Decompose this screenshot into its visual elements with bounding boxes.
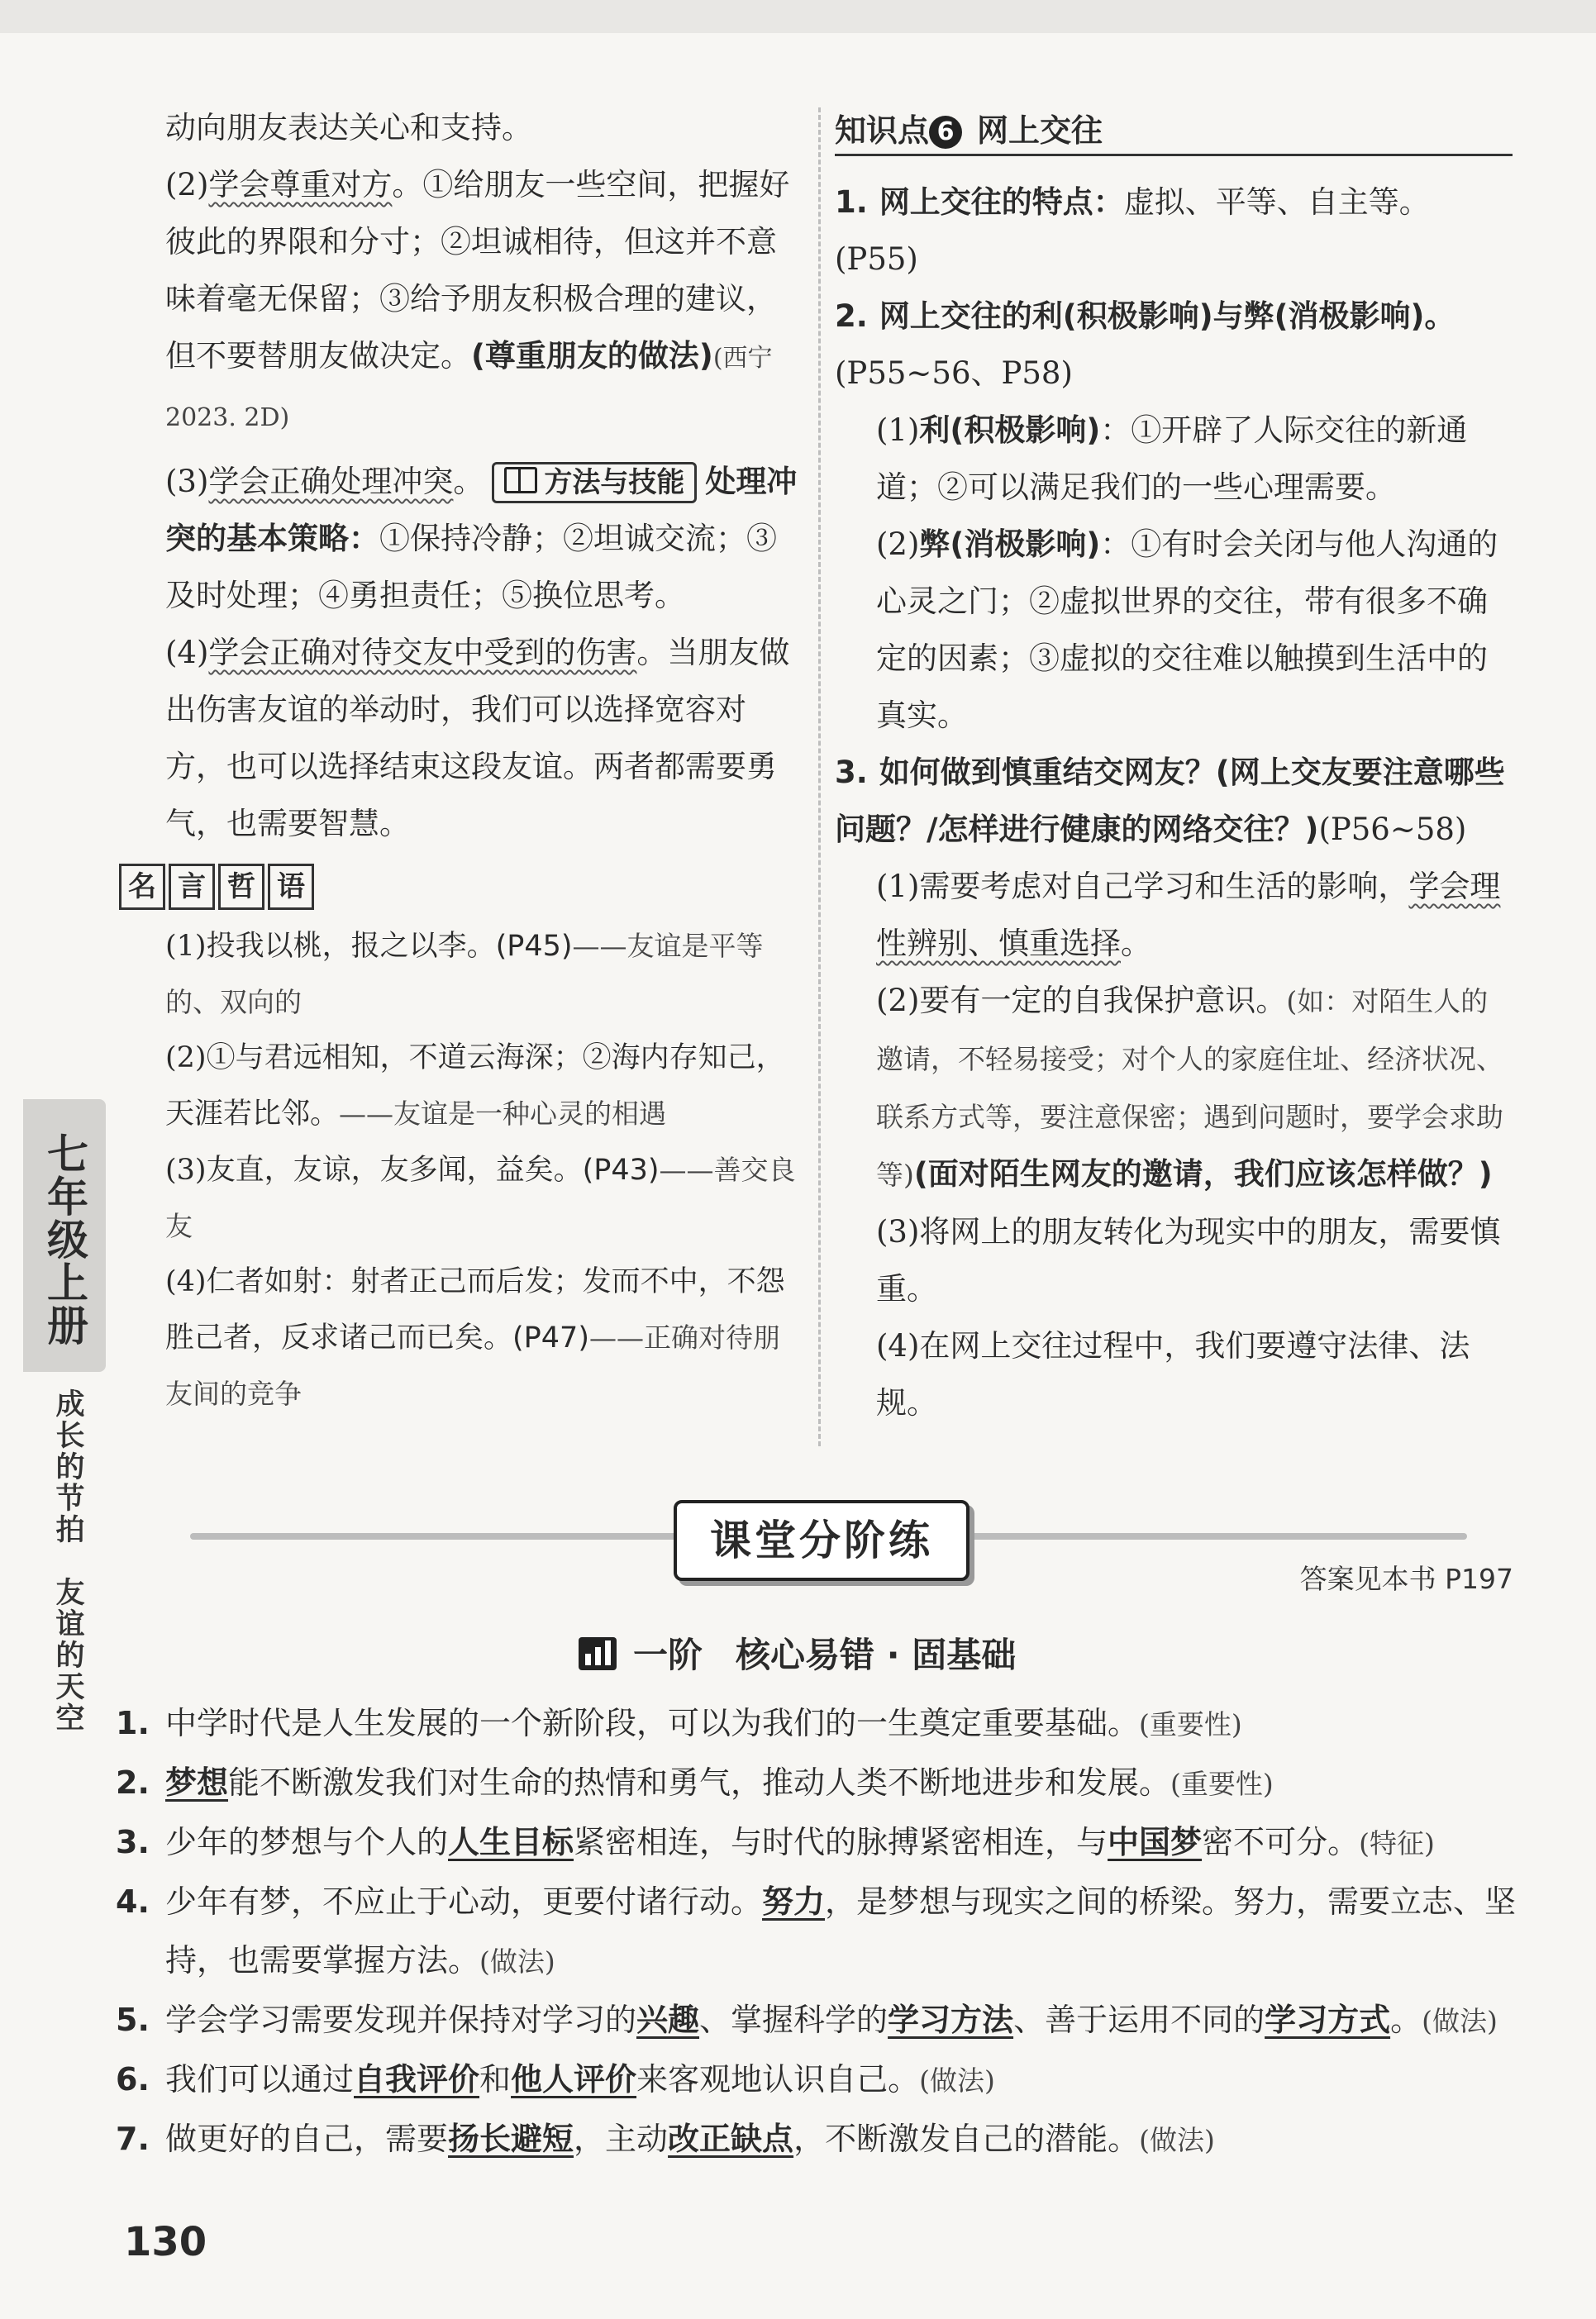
p3-heading: 学会正确处理冲突: [208, 464, 454, 499]
item-text: 少年的梦想与个人的: [165, 1824, 449, 1860]
quotes-char-4: 语: [268, 864, 314, 910]
item-key: 兴趣: [636, 2002, 700, 2038]
item-num: 5.: [116, 2002, 150, 2038]
kp-item-3-4: (4)在网上交往过程中，我们要遵守法律、法规。: [876, 1328, 1470, 1421]
left-para-4: [165, 624, 806, 852]
item-key: 努力: [762, 1883, 826, 1920]
kp-item-3-num: 3.: [835, 755, 868, 790]
unit-label-wrap: [51, 1388, 101, 1734]
p2-num: (2): [165, 167, 209, 202]
method-badge: [492, 462, 697, 503]
quote-3-page: (P43): [582, 1154, 660, 1187]
top-band: [0, 0, 1596, 33]
p2-question: (尊重朋友的做法): [471, 338, 713, 374]
kp-item-2-num: 2.: [835, 298, 868, 334]
item-num: 6.: [116, 2061, 150, 2098]
tier-label: 一阶: [633, 1635, 703, 1675]
quotes-header: [119, 864, 806, 910]
item-text: 做更好的自己，需要: [165, 2121, 449, 2157]
item-text: 中学时代是人生发展的一个新阶段，可以为我们的一生奠定重要基础。: [165, 1705, 1140, 1741]
unit-label: 成长的节拍 友谊的天空: [51, 1388, 84, 1734]
quote-2-note: ——友谊是一种心灵的相遇: [339, 1098, 667, 1130]
kp-3-2-body: (2)要有一定的自我保护意识。: [876, 983, 1287, 1018]
grade-tab: [23, 1099, 106, 1372]
kp-item-2-2: [835, 516, 1513, 744]
item-tag: (做法): [1139, 2124, 1215, 2156]
kp-3-1-body: (1)需要考虑对自己学习和生活的影响，: [876, 869, 1409, 904]
item-text: 和: [479, 2061, 512, 2098]
kp-2-1-body: ：①开辟了人际交往的新通道；②可以满足我们的一些心理需要。: [876, 412, 1468, 505]
item-text: 。: [1390, 2002, 1422, 2038]
kp-2-2-label: 弊(消极影响): [919, 526, 1101, 562]
kp-2-2-num: (2): [876, 526, 920, 562]
left-line-1: 动向朋友表达关心和支持。: [165, 110, 532, 145]
kp-item-1-body: 虚拟、平等、自主等。(P55): [835, 184, 1430, 277]
p3-num: (3): [165, 464, 209, 499]
item-text: ，是梦想与现实之间的桥梁。努力，需要立志、坚持，也需要掌握方法。: [165, 1883, 1517, 1979]
p2-body: 。①给朋友一些空间，把握好彼此的界限和分寸；②坦诚相待，但这并不意味着毫无保留；③给予朋友积极合理的建议，但不要替朋友做决定。: [165, 167, 790, 374]
quote-4-text: (4)仁者如射：射者正己而后发；发而不中，不怨胜己者，反求诸己而已矣。: [165, 1265, 785, 1355]
kp-item-3-pages: (P56~58): [1318, 812, 1467, 847]
tier-title: 核心易错 · 固基础: [736, 1635, 1017, 1675]
item-text: 密不可分。: [1202, 1824, 1360, 1860]
list-item: [116, 1991, 1521, 2050]
p2-source: (西宁 2023. 2D): [165, 344, 773, 432]
kp-item-3-2: [835, 972, 1513, 1203]
item-tag: (做法): [1422, 2005, 1498, 2037]
item-text: 、掌握科学的: [699, 2002, 889, 2038]
tier-heading: [579, 1632, 1016, 1679]
kp-3-2-question: (面对陌生网友的邀请，我们应该怎样做？): [913, 1156, 1493, 1192]
item-text: 紧密相连，与时代的脉搏紧密相连，与: [574, 1824, 1108, 1860]
quote-1: [165, 918, 806, 1031]
item-num: 2.: [116, 1764, 150, 1801]
kp-2-1-label: 利(积极影响): [919, 412, 1101, 448]
column-divider: [818, 107, 821, 1446]
item-text: 少年有梦，不应止于心动，更要付诸行动。: [165, 1883, 763, 1920]
quote-4-note: ——正确对待朋友间的竞争: [165, 1321, 780, 1410]
left-para-2: [165, 156, 806, 446]
practice-list: [116, 1694, 1521, 2169]
bar-chart-icon: [579, 1637, 617, 1670]
page-number: 130: [124, 2219, 207, 2265]
list-item: [116, 2050, 1521, 2110]
p3-body: ①保持冷静；②坦诚交流；③及时处理；④勇担责任；⑤换位思考。: [165, 521, 777, 613]
kp-label: 知识点: [835, 112, 930, 149]
item-key: 扬长避短: [448, 2121, 574, 2157]
kp-item-2-pages: (P55~56、P58): [835, 355, 1073, 391]
kp-2-2-body: ：①有时会关闭与他人沟通的心灵之门；②虚拟世界的交往，带有很多不确定的因素；③虚拟的交往难以触摸到生活中的真实。: [876, 526, 1498, 733]
kp-2-1-num: (1): [876, 412, 920, 448]
p2-heading: 学会尊重对方: [208, 167, 393, 202]
section-title: 课堂分阶练: [674, 1500, 970, 1581]
item-num: 3.: [116, 1824, 150, 1860]
quote-4: [165, 1255, 806, 1422]
p3-strategy-label: 处理冲突的基本策略：: [165, 464, 798, 556]
item-tag: (重要性): [1139, 1708, 1242, 1740]
item-key: 人生目标: [448, 1824, 574, 1860]
item-num: 1.: [116, 1705, 150, 1741]
item-key: 梦想: [165, 1764, 229, 1801]
quote-1-note: ——友谊是平等的、双向的: [165, 930, 764, 1018]
item-key: 他人评价: [511, 2061, 637, 2098]
item-key: 学习方法: [888, 2002, 1014, 2038]
quote-4-page: (P47): [512, 1321, 589, 1355]
kp-item-2: [835, 288, 1513, 402]
quote-2: [165, 1031, 806, 1142]
kp-item-3-label: 如何做到慎重结交网友？(网上交友要注意哪些问题？/怎样进行健康的网络交往？): [835, 755, 1505, 847]
p4-body: 。当朋友做出伤害友谊的举动时，我们可以选择宽容对方，也可以选择结束这段友谊。两者都需要勇气，也需要智慧。: [165, 635, 790, 841]
item-key: 中国梦: [1108, 1824, 1203, 1860]
left-para-3: [165, 453, 806, 624]
list-item: [116, 1873, 1521, 1991]
knowledge-point-header: [835, 107, 1513, 156]
quote-1-page: (P45): [495, 930, 573, 963]
kp-number-badge: 6: [929, 116, 962, 149]
list-item: [116, 1754, 1521, 1813]
item-text: 能不断激发我们对生命的热情和勇气，推动人类不断地进步和发展。: [228, 1764, 1171, 1801]
right-column: [835, 174, 1513, 1431]
kp-item-1: [835, 174, 1513, 288]
item-num: 7.: [116, 2121, 150, 2157]
p4-num: (4): [165, 635, 209, 670]
item-text: ，不断激发自己的潜能。: [793, 2121, 1140, 2157]
quotes-char-1: 名: [119, 864, 165, 910]
item-text: ，主动: [574, 2121, 669, 2157]
p3-punct: 。: [453, 464, 484, 499]
left-column: [128, 99, 806, 1422]
grade-label: 七年级上册: [40, 1132, 88, 1347]
kp-3-2-note: (如：对陌生人的邀请，不轻易接受；对个人的家庭住址、经济状况、联系方式等，要注意保密；遇到问题时，要学会求助等): [876, 985, 1503, 1191]
item-text: 来客观地认识自己。: [636, 2061, 920, 2098]
item-tag: (做法): [479, 1945, 555, 1978]
item-text: 、善于运用不同的: [1013, 2002, 1265, 2038]
item-key: 学习方式: [1265, 2002, 1391, 2038]
list-item: [116, 1694, 1521, 1754]
item-tag: (做法): [919, 2064, 995, 2097]
kp-item-1-label: 网上交往的特点：: [879, 184, 1124, 220]
item-text: 学会学习需要发现并保持对学习的: [165, 2002, 637, 2038]
quote-2-text: (2)①与君远相知，不道云海深；②海内存知己，天涯若比邻。: [165, 1041, 785, 1131]
quotes-char-2: 言: [169, 864, 215, 910]
item-tag: (特征): [1359, 1827, 1435, 1859]
list-item: [116, 2110, 1521, 2169]
item-key: 自我评价: [354, 2061, 480, 2098]
quote-3-text: (3)友直，友谅，友多闻，益矣。: [165, 1154, 583, 1187]
kp-item-3-1: [835, 858, 1513, 972]
kp-item-2-1: [835, 402, 1513, 516]
kp-item-3: [835, 744, 1513, 858]
book-icon: [504, 467, 537, 493]
list-item: [116, 1813, 1521, 1873]
quote-3-note: ——善交良友: [165, 1154, 796, 1242]
kp-title: 网上交往: [977, 112, 1103, 149]
kp-item-1-num: 1.: [835, 184, 868, 220]
answer-reference: 答案见本书 P197: [1299, 1563, 1513, 1595]
item-num: 4.: [116, 1883, 150, 1920]
kp-item-2-label: 网上交往的利(积极影响)与弊(消极影响)。: [879, 298, 1455, 334]
item-tag: (重要性): [1170, 1768, 1274, 1800]
kp-3-1-end: 。: [1121, 926, 1151, 961]
quotes-char-3: 哲: [218, 864, 264, 910]
kp-3-1-key: 学会理性辨别、慎重选择: [876, 869, 1501, 961]
method-label: 方法与技能: [544, 466, 685, 499]
p4-heading: 学会正确对待交友中受到的伤害: [208, 635, 637, 670]
item-key: 改正缺点: [668, 2121, 794, 2157]
kp-item-3-3: (3)将网上的朋友转化为现实中的朋友，需要慎重。: [876, 1214, 1501, 1307]
item-text: 我们可以通过: [165, 2061, 355, 2098]
quote-3: [165, 1142, 806, 1255]
quote-1-text: (1)投我以桃，报之以李。: [165, 930, 496, 963]
